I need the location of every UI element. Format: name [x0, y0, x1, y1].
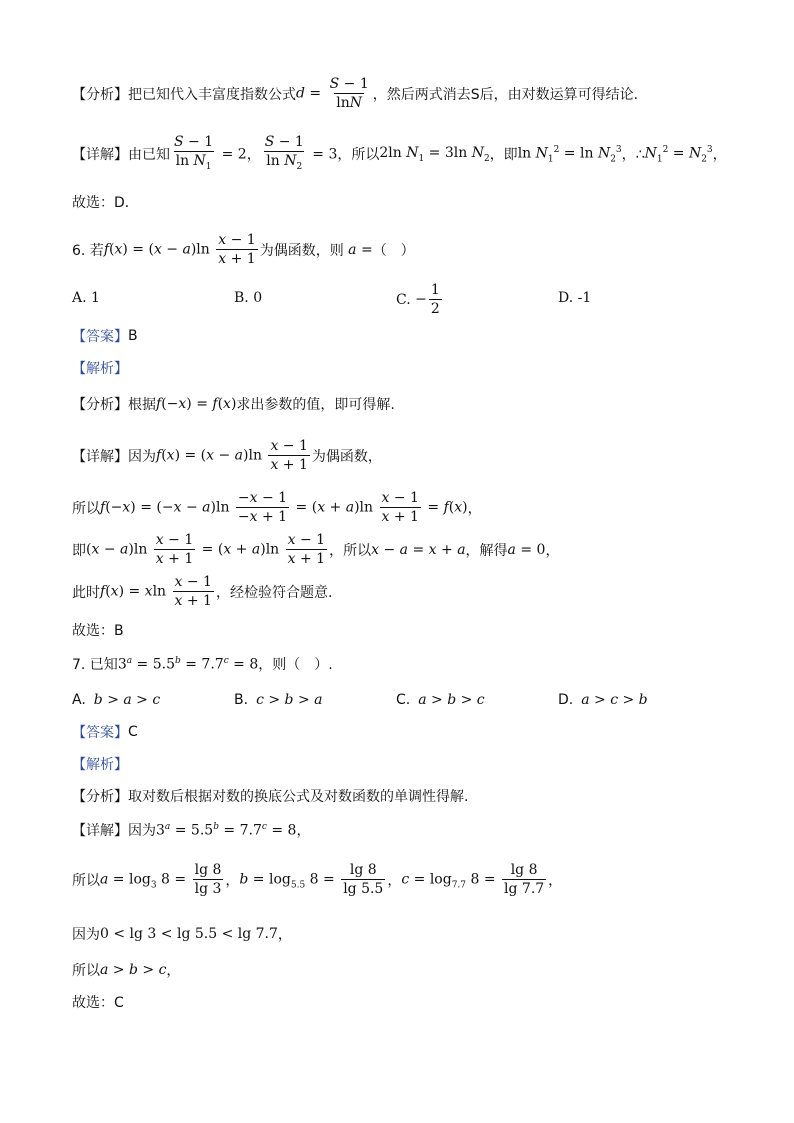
question-number: 7. 已知 — [72, 657, 118, 673]
detail-text: 所以 — [72, 963, 100, 979]
formula-log-c: $c = \log_{7.7} 8$ = $\frac{\lg 8}{\lg 7.7}$ — [401, 862, 545, 897]
detail-text: 即 — [72, 542, 86, 559]
formula-given: $3^a = 5.5^b = 7.7^c = 8$ — [156, 821, 297, 839]
question-6 — [72, 232, 415, 267]
option-d[interactable] — [558, 290, 591, 306]
formula-d: d = $\frac{S - 1}{\ln N}$ — [296, 76, 369, 111]
detail-tag: 【详解】 — [72, 448, 128, 465]
option-a-expr: b > a > c — [93, 692, 161, 708]
formula-eq5: $N_1^2 = N_2^3$ — [644, 144, 713, 165]
option-c-value: − $\frac{1}{2}$ — [410, 282, 440, 317]
detail-text: 因为 — [128, 448, 156, 465]
detail-text: ， — [296, 823, 311, 839]
option-b-label: B. 0 — [234, 290, 263, 306]
option-b[interactable] — [234, 290, 262, 306]
jiexi-q6: 【解析】 — [72, 361, 128, 377]
option-c[interactable] — [396, 282, 444, 317]
option-a-label: A. 1 — [72, 290, 100, 306]
detail-text: ， — [246, 147, 261, 164]
option-a[interactable] — [72, 290, 100, 306]
answer-value: B — [128, 328, 138, 344]
answer-q7 — [72, 722, 138, 742]
detail-text: ， — [712, 147, 727, 164]
answer-tag: 【答案】 — [72, 329, 128, 345]
option-b[interactable] — [234, 692, 322, 708]
option-d-expr: a > c > b — [581, 692, 648, 708]
detail-text: ，即 — [489, 147, 518, 164]
var-a: a = — [343, 241, 373, 258]
question-text: 为偶函数，则 — [259, 242, 344, 259]
option-d[interactable] — [558, 692, 648, 708]
choose-q6: 故选：B — [72, 623, 124, 639]
question-blank: （ ） — [372, 242, 415, 259]
detail-text: 为偶函数， — [311, 448, 382, 465]
detail-line-q6-4 — [72, 574, 332, 609]
analysis-line-q5 — [72, 76, 648, 111]
analysis-text: 取对数后根据对数的换底公式及对数函数的单调性得解. — [128, 789, 469, 805]
question-7 — [72, 654, 333, 674]
detail-text: ， — [277, 927, 292, 943]
detail-text: ， — [545, 542, 560, 559]
formula-f: f(x) = (x − a)ln $\frac{x - 1}{x + 1}$ — [156, 438, 308, 473]
option-a[interactable] — [72, 692, 160, 708]
formula-eq4: $\ln N_1^2 = \ln N_2^3$ — [517, 144, 622, 165]
answer-q6 — [72, 326, 138, 346]
detail-text: ，∴ — [621, 147, 645, 164]
formula-eq2: $\frac{S - 1}{\ln N_2}$ = 3 — [261, 134, 338, 175]
detail-text: 此时 — [72, 584, 100, 601]
analysis-tag: 【分析】 — [72, 397, 128, 413]
choose-q7: 故选：C — [72, 995, 124, 1011]
formula-order: a > b > c — [100, 962, 167, 978]
detail-line-q7-1 — [72, 820, 310, 840]
detail-tag: 【详解】 — [72, 147, 128, 164]
formula-linear: x − a = x + a — [371, 541, 466, 558]
detail-text: 所以 — [72, 872, 100, 889]
detail-text: ，经检验符合题意. — [215, 584, 333, 601]
formula-given: $3^a = 5.5^b = 7.7^c = 8$ — [117, 655, 259, 673]
detail-text: ， — [467, 500, 482, 517]
detail-text: ， — [225, 872, 240, 889]
option-d-label: D. — [558, 692, 574, 708]
detail-text: ， — [548, 872, 563, 889]
detail-line-q6-3 — [72, 532, 559, 567]
detail-text: ， — [166, 963, 181, 979]
detail-text: 因为 — [72, 927, 100, 943]
option-a-label: A. — [72, 692, 86, 708]
detail-line-q7-4 — [72, 960, 180, 980]
formula-equal: (x − a)ln $\frac{x - 1}{x + 1}$ = (x + a)ln $\frac{x - 1}{x + 1}$ — [86, 532, 326, 567]
analysis-text: 根据 — [128, 397, 156, 413]
formula-log-a: $a = \log_3 8$ = $\frac{\lg 8}{\lg 3}$ — [100, 862, 222, 897]
answer-value: C — [128, 724, 138, 740]
analysis-text-2: ，然后两式消去S后，由对数运算可得结论． — [372, 86, 648, 103]
question-number: 6. 若 — [72, 242, 104, 259]
question-text: ，则（ ）. — [258, 657, 333, 673]
detail-line-q5 — [72, 134, 727, 175]
option-b-expr: c > b > a — [256, 692, 323, 708]
analysis-text: 求出参数的值，即可得解. — [236, 397, 395, 413]
option-c-expr: a > b > c — [418, 692, 485, 708]
analysis-line-q7 — [72, 786, 468, 806]
option-c-label: C. — [396, 291, 411, 308]
detail-line-q7-2 — [72, 862, 562, 897]
detail-text: ， — [387, 872, 402, 889]
formula-a0: a = 0 — [507, 541, 546, 558]
formula-eq3: 2ln $N_1 = 3\ln$ $N_2$ — [379, 145, 490, 164]
detail-text: ，解得 — [465, 542, 508, 559]
answer-tag: 【答案】 — [72, 725, 128, 741]
option-d-label: D. -1 — [558, 290, 592, 306]
detail-text: 因为 — [128, 823, 156, 839]
formula-even: f(−x) = f(x) — [156, 396, 237, 412]
detail-line-q7-3 — [72, 924, 292, 944]
option-b-label: B. — [234, 692, 249, 708]
detail-text: 所以 — [72, 500, 100, 517]
detail-line-q6-2 — [72, 490, 482, 525]
formula-log-b: $b = \log_{5.5} 8$ = $\frac{\lg 8}{\lg 5.5}$ — [239, 862, 384, 897]
option-c-label: C. — [396, 692, 411, 708]
formula-ineq: 0 < lg 3 < lg 5.5 < lg 7.7 — [100, 926, 278, 942]
detail-text: ，所以 — [337, 147, 380, 164]
detail-tag: 【详解】 — [72, 823, 128, 839]
choose-q5: 故选：D． — [72, 195, 139, 211]
detail-text: 由已知 — [128, 147, 170, 164]
formula-f: f(x) = (x − a)ln $\frac{x - 1}{x + 1}$ — [103, 232, 256, 267]
formula-f-final: f(x) = xln $\frac{x - 1}{x + 1}$ — [100, 574, 212, 609]
formula-f-neg: f(−x) = (−x − a)ln $\frac{-x - 1}{-x + 1}$ = (x + a)ln $\frac{x - 1}{x + 1}$ = f(x) — [100, 490, 468, 525]
detail-line-q6-1 — [72, 438, 382, 473]
analysis-tag: 【分析】 — [72, 86, 128, 103]
option-c[interactable] — [396, 692, 485, 708]
analysis-text: 把已知代入丰富度指数公式 — [128, 86, 296, 103]
detail-text: ，所以 — [329, 542, 372, 559]
formula-eq1: $\frac{S - 1}{\ln N_1}$ = 2 — [170, 134, 247, 175]
analysis-tag: 【分析】 — [72, 789, 128, 805]
analysis-line-q6 — [72, 394, 395, 414]
jiexi-q7: 【解析】 — [72, 757, 128, 773]
